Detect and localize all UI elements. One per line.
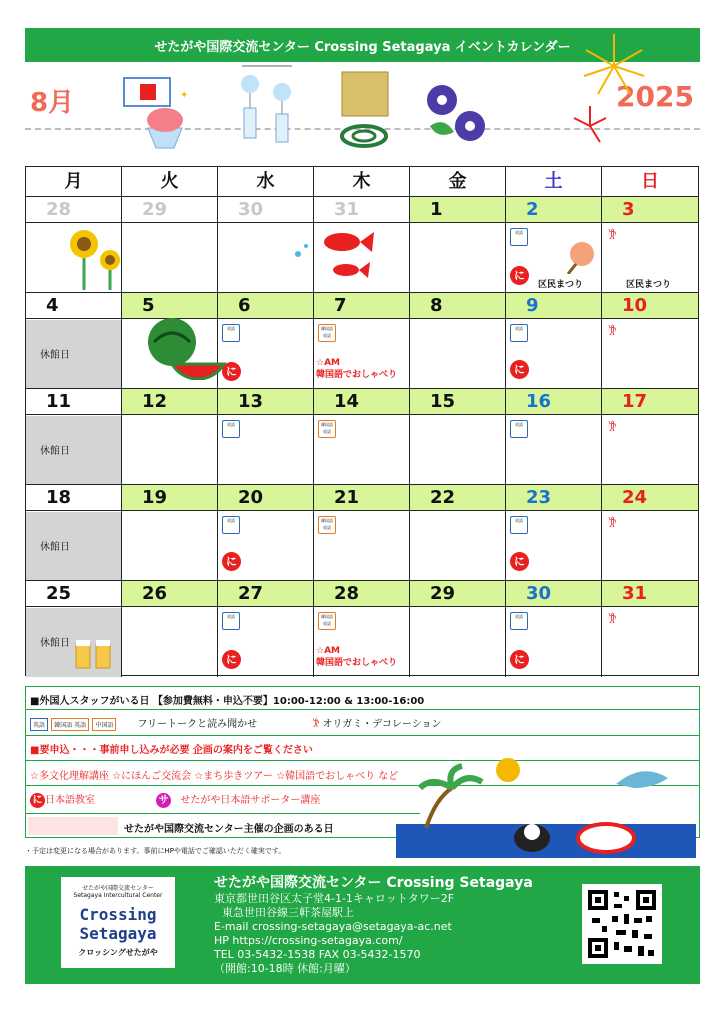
footer-tel: TEL 03-5432-1538 FAX 03-5432-1570 <box>214 948 421 961</box>
english-book-icon: 英語 <box>222 516 240 534</box>
english-book-icon: 英語 <box>510 420 528 438</box>
nihongo-class-icon: に <box>510 266 529 285</box>
day-cell <box>218 293 314 388</box>
day-number: 20 <box>218 485 313 511</box>
origami-icon: 𐦂 <box>608 420 617 434</box>
closed-label: 休館日 <box>40 446 70 457</box>
day-cell <box>26 389 122 484</box>
day-number: 8 <box>410 293 505 319</box>
ni-legend-icon: に <box>30 793 45 808</box>
day-body <box>506 416 601 484</box>
logo-crossing: Crossing <box>79 905 157 924</box>
weekday-header <box>26 167 698 197</box>
day-body <box>506 512 601 580</box>
day-cell <box>314 197 410 292</box>
legend-chinese: 中国語 <box>92 718 116 731</box>
day-body <box>314 416 409 484</box>
nihongo-class-icon: に <box>222 650 241 669</box>
english-book-icon: 英語 <box>510 324 528 342</box>
english-book-icon: 英語 <box>510 228 528 246</box>
day-number: 27 <box>218 581 313 607</box>
day-cell <box>410 197 506 292</box>
day-number: 18 <box>26 485 121 511</box>
day-body <box>602 416 698 484</box>
day-cell <box>410 389 506 484</box>
day-number: 16 <box>506 389 601 415</box>
fireworks-icon <box>570 30 650 154</box>
logo-setagaya: Setagaya <box>79 924 157 943</box>
day-number: 24 <box>602 485 698 511</box>
day-cell <box>122 197 218 292</box>
korean-am-label: ☆AM <box>316 358 340 368</box>
day-cell <box>506 389 602 484</box>
goldfish-icon <box>284 224 384 288</box>
logo-org-name-en: Setagaya Intercultural Center <box>73 892 163 899</box>
day-number: 23 <box>506 485 601 511</box>
korean-chat-label: 韓国語でおしゃべり <box>316 370 398 380</box>
day-cell <box>26 485 122 580</box>
day-number: 29 <box>122 197 217 223</box>
nihongo-class-icon: に <box>222 362 241 381</box>
week-row-5 <box>26 581 698 677</box>
month-label: 8月 <box>30 88 75 118</box>
day-cell <box>314 485 410 580</box>
week-row-3 <box>26 389 698 485</box>
week-row-2 <box>26 293 698 389</box>
day-cell <box>602 197 698 292</box>
day-cell <box>218 485 314 580</box>
beach-illustration <box>396 748 700 860</box>
day-cell <box>314 581 410 677</box>
day-cell <box>26 293 122 388</box>
day-number: 15 <box>410 389 505 415</box>
day-body <box>218 608 313 677</box>
day-number: 9 <box>506 293 601 319</box>
english-book-icon: 英語 <box>222 612 240 630</box>
events-line: ☆多文化理解講座 ☆にほんご交流会 ☆まち歩きツアー ☆韓国語でおしゃべり など <box>30 771 399 782</box>
footer-hp[interactable]: HP https://crossing-setagaya.com/ <box>214 934 403 947</box>
day-cell <box>314 389 410 484</box>
day-number: 26 <box>122 581 217 607</box>
day-cell <box>410 293 506 388</box>
day-cell <box>122 485 218 580</box>
footer-address: 東京都世田谷区太子堂4-1-1キャロットタワー2F <box>214 892 455 905</box>
day-number: 25 <box>26 581 121 607</box>
weekday-tue: 火 <box>122 167 218 196</box>
day-body <box>26 224 121 292</box>
shaved-ice-icon <box>118 72 198 158</box>
day-cell <box>506 485 602 580</box>
weekday-sun: 日 <box>641 171 659 192</box>
morning-glory-icon <box>424 80 496 156</box>
day-number: 12 <box>122 389 217 415</box>
day-number: 4 <box>26 293 121 319</box>
year-label: 2025 <box>616 80 694 113</box>
day-body <box>218 512 313 580</box>
closed-label: 休館日 <box>40 542 70 553</box>
day-cell <box>122 389 218 484</box>
day-number: 30 <box>218 197 313 223</box>
contact-info <box>214 876 533 976</box>
day-number: 19 <box>122 485 217 511</box>
day-body <box>506 320 601 388</box>
day-number: 10 <box>602 293 698 319</box>
day-cell <box>506 293 602 388</box>
closed-day-body <box>26 512 121 580</box>
weekday-thu: 木 <box>314 167 410 196</box>
korean-english-book-icon: 韓国語 英語 <box>318 612 336 630</box>
day-body <box>218 320 313 388</box>
uchiwa-fan-icon <box>562 240 596 274</box>
day-number: 22 <box>410 485 505 511</box>
nihongo-class-icon: に <box>222 552 241 571</box>
day-number: 3 <box>602 197 698 223</box>
day-cell <box>602 389 698 484</box>
day-number: 1 <box>410 197 505 223</box>
closed-day-body <box>26 416 121 484</box>
korean-am-label: ☆AM <box>316 646 340 656</box>
day-body <box>122 320 217 388</box>
disclaimer-note: ・予定は変更になる場合があります。事前にHPや電話でご確認いただく確実です。 <box>25 847 286 855</box>
free-talk-label: フリートークと読み聞かせ <box>137 719 258 730</box>
ni-legend-label: 日本語教室 <box>45 795 95 806</box>
day-cell <box>314 293 410 388</box>
qr-code[interactable] <box>582 884 662 964</box>
day-number: 11 <box>26 389 121 415</box>
calendar-grid <box>25 166 699 676</box>
day-number: 14 <box>314 389 409 415</box>
sa-legend-icon: サ <box>156 793 171 808</box>
day-cell <box>26 197 122 292</box>
nihongo-class-icon: に <box>510 552 529 571</box>
day-cell <box>26 581 122 677</box>
day-body <box>314 224 409 292</box>
footer-title: せたがや国際交流センター Crossing Setagaya <box>214 875 533 891</box>
day-body <box>602 224 698 292</box>
day-number: 2 <box>506 197 601 223</box>
footer-station: 東急世田谷線三軒茶屋駅上 <box>222 906 354 919</box>
day-number: 6 <box>218 293 313 319</box>
origami-icon: 𐦂 <box>608 612 617 626</box>
festival-label: 区民まつり <box>626 280 672 290</box>
festival-label: 区民まつり <box>538 280 584 290</box>
origami-deco-label: オリガミ・デコレーション <box>322 719 442 730</box>
closed-label: 休館日 <box>40 350 70 361</box>
closed-day-body <box>26 320 121 388</box>
legend-korean-english: 韓国語 英語 <box>51 718 89 731</box>
sa-legend-label: せたがや日本語サポーター講座 <box>180 795 321 806</box>
footer-email[interactable]: E-mail crossing-setagaya@setagaya-ac.net <box>214 920 452 933</box>
beer-toast-icon <box>72 636 116 676</box>
logo-kana: クロッシングせたがや <box>78 948 158 957</box>
day-cell <box>506 581 602 677</box>
day-number: 5 <box>122 293 217 319</box>
english-book-icon: 英語 <box>222 324 240 342</box>
day-number: 13 <box>218 389 313 415</box>
nihongo-class-icon: に <box>510 360 529 379</box>
day-number: 28 <box>26 197 121 223</box>
day-number: 7 <box>314 293 409 319</box>
korean-english-book-icon: 韓国語 英語 <box>318 516 336 534</box>
day-body <box>314 608 409 677</box>
class-legend <box>30 791 320 808</box>
origami-icon: 𐦂 <box>608 324 617 338</box>
day-body <box>218 416 313 484</box>
week-row-1 <box>26 197 698 293</box>
origami-icon: 𐦂 <box>608 516 617 530</box>
day-cell <box>218 389 314 484</box>
logo-org-name: せたがや国際交流センター <box>82 885 154 892</box>
english-book-icon: 英語 <box>222 420 240 438</box>
staff-line: ■外国人スタッフがいる日 【参加費無料・申込不要】10:00-12:00 & 13:00-16:00 <box>30 696 425 707</box>
weekday-mon: 月 <box>26 167 122 196</box>
day-number: 29 <box>410 581 505 607</box>
day-body <box>602 320 698 388</box>
day-number: 21 <box>314 485 409 511</box>
divider <box>26 735 699 736</box>
day-body <box>506 608 601 677</box>
nihongo-class-icon: に <box>510 650 529 669</box>
korean-english-book-icon: 韓国語 英語 <box>318 324 336 342</box>
day-cell <box>218 581 314 677</box>
day-number: 30 <box>506 581 601 607</box>
week-row-4 <box>26 485 698 581</box>
day-cell <box>410 485 506 580</box>
origami-icon: 𐦂 <box>608 228 617 242</box>
day-body <box>314 320 409 388</box>
divider <box>26 709 699 710</box>
pink-legend-label: せたがや国際交流センター主催の企画のある日 <box>124 824 334 835</box>
day-cell <box>122 581 218 677</box>
day-cell <box>602 293 698 388</box>
day-cell <box>602 485 698 580</box>
weekday-wed: 水 <box>218 167 314 196</box>
footer-hours: （開館:10-18時 休館:月曜） <box>214 962 356 975</box>
day-cell <box>602 581 698 677</box>
crossing-setagaya-logo <box>61 877 175 968</box>
day-body <box>602 608 698 677</box>
origami-legend-icon: 𐦂 <box>312 719 320 730</box>
day-body <box>506 224 601 292</box>
divider <box>26 813 420 814</box>
weekday-fri: 金 <box>410 167 506 196</box>
english-book-icon: 英語 <box>510 516 528 534</box>
svg-text:✦: ✦ <box>180 90 189 101</box>
day-number: 31 <box>314 197 409 223</box>
day-number: 17 <box>602 389 698 415</box>
mosquito-coil-icon <box>332 70 396 154</box>
day-cell <box>506 197 602 292</box>
legend-free-talk <box>30 715 442 732</box>
wind-chime-icon <box>232 64 302 154</box>
day-number: 31 <box>602 581 698 607</box>
day-cell <box>122 293 218 388</box>
qr-code-icon <box>588 890 656 958</box>
korean-english-book-icon: 韓国語 英語 <box>318 420 336 438</box>
weekday-sat: 土 <box>506 167 602 196</box>
legend-english: 英語 <box>30 718 48 731</box>
day-body <box>314 512 409 580</box>
apply-line: ■要申込・・・事前申し込みが必要 企画の案内をご覧ください <box>30 745 313 756</box>
day-number: 28 <box>314 581 409 607</box>
korean-chat-label: 韓国語でおしゃべり <box>316 658 398 668</box>
english-book-icon: 英語 <box>510 612 528 630</box>
day-cell <box>410 581 506 677</box>
pink-swatch <box>28 817 118 835</box>
day-body <box>602 512 698 580</box>
calendar-title: せたがや国際交流センター Crossing Setagaya イベントカレンダー <box>154 39 571 55</box>
closed-day-body <box>26 608 121 677</box>
closed-label: 休館日 <box>40 638 70 649</box>
